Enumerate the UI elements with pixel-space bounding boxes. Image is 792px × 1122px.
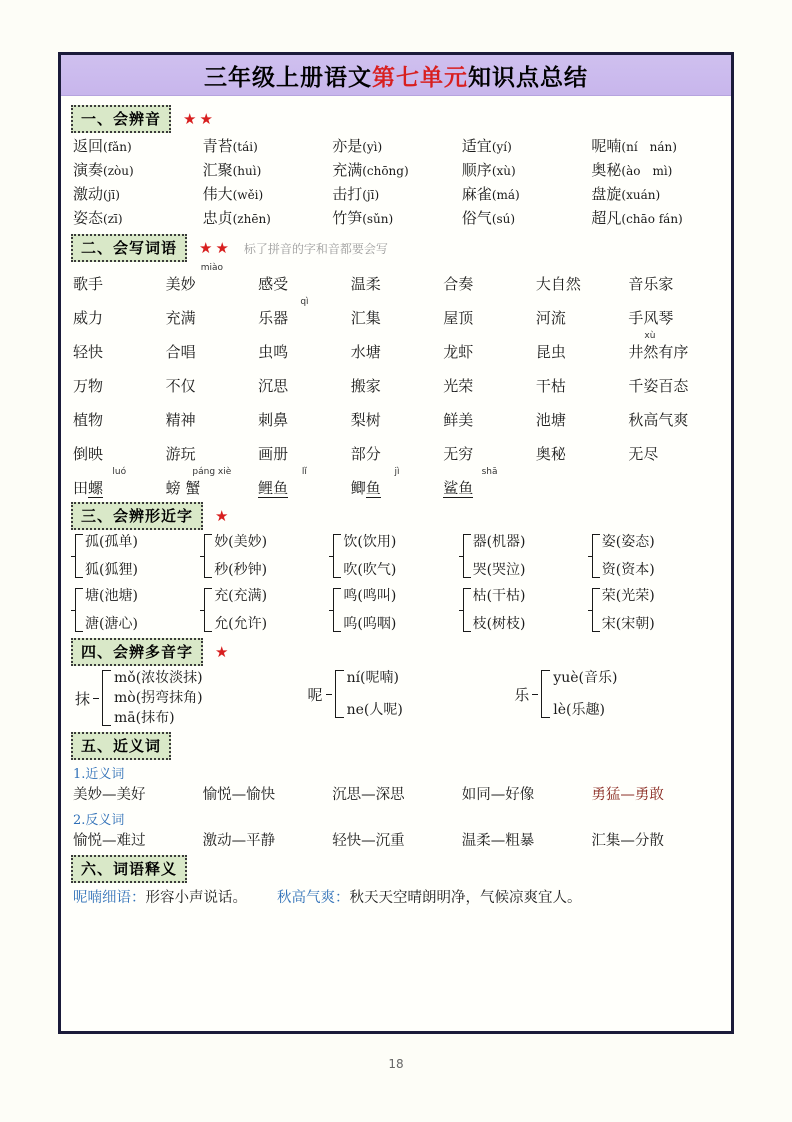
brace-icon bbox=[463, 588, 471, 632]
word: 轻快 bbox=[73, 343, 104, 361]
section-header-2 bbox=[71, 234, 721, 262]
pair-bottom: 枝(树枝) bbox=[472, 616, 526, 632]
definition-entry bbox=[277, 886, 582, 907]
word: 激动 bbox=[73, 185, 104, 203]
writing-word bbox=[258, 298, 351, 328]
word: 秋高气爽 bbox=[628, 411, 689, 429]
word: 击打 bbox=[332, 185, 363, 203]
word: 温柔 bbox=[350, 275, 381, 293]
worksheet-page bbox=[58, 52, 734, 1034]
word: 乐器 bbox=[258, 309, 289, 327]
pair-bottom: 秒(秒钟) bbox=[214, 562, 268, 578]
writing-word bbox=[443, 366, 536, 396]
reading: ne(人呢) bbox=[346, 702, 403, 718]
pinyin: (jī) bbox=[103, 188, 120, 202]
word: 井然有序 bbox=[628, 343, 689, 361]
writing-word bbox=[258, 332, 351, 362]
pronunciation-item bbox=[462, 183, 592, 204]
connector-line bbox=[532, 694, 538, 695]
brace-icon bbox=[204, 588, 212, 632]
definitions-row bbox=[73, 886, 721, 907]
pinyin: (zhēn) bbox=[232, 212, 271, 226]
writing-word bbox=[73, 400, 166, 430]
writing-word bbox=[351, 298, 444, 328]
polyphonic-entry bbox=[514, 670, 721, 718]
polyphonic-entry bbox=[75, 670, 308, 726]
pair-bottom: 吹(吹气) bbox=[343, 562, 397, 578]
pronunciation-item bbox=[73, 135, 203, 156]
word-pair: 沉思—深思 bbox=[332, 787, 405, 803]
brace-icon bbox=[204, 534, 212, 578]
writing-word bbox=[536, 400, 629, 430]
word-pair: 愉悦—愉快 bbox=[202, 787, 276, 803]
word: 奥秘 bbox=[591, 161, 622, 179]
word-pair: 勇猛—勇敢 bbox=[591, 787, 664, 803]
word: 青苔 bbox=[202, 137, 233, 155]
word: 鲨鱼 bbox=[443, 479, 474, 497]
pronunciation-item bbox=[591, 159, 721, 180]
word: 龙虾 bbox=[443, 343, 474, 361]
pinyin: (tái) bbox=[232, 140, 258, 154]
word-pair: 愉悦—难过 bbox=[73, 833, 146, 849]
word: 螃 蟹 bbox=[165, 479, 201, 497]
ruby-pinyin: xù bbox=[644, 331, 656, 341]
pinyin: (xuán) bbox=[621, 188, 661, 202]
pair-bottom: 宋(宋朝) bbox=[601, 616, 655, 632]
difficulty-stars-2: ★★ bbox=[199, 239, 232, 257]
character-pair bbox=[463, 588, 592, 632]
writing-word bbox=[258, 264, 351, 294]
polyphonic-characters-group bbox=[75, 670, 721, 726]
writing-word bbox=[73, 298, 166, 328]
pronunciation-item bbox=[591, 207, 721, 228]
reading: yuè(音乐) bbox=[553, 670, 618, 686]
pinyin: (ào mì) bbox=[621, 164, 673, 178]
difficulty-stars-1: ★★ bbox=[183, 110, 216, 128]
writing-word bbox=[166, 468, 259, 498]
word: 顺序 bbox=[461, 161, 492, 179]
character-pair bbox=[204, 588, 333, 632]
ruby-pinyin: lǐ bbox=[301, 467, 307, 477]
polyphonic-character: 抹 bbox=[75, 689, 91, 708]
pinyin: (sú) bbox=[491, 212, 516, 226]
page-number: 18 bbox=[388, 1057, 404, 1071]
pair-top: 枯(干枯) bbox=[472, 588, 526, 604]
word: 不仅 bbox=[165, 377, 196, 395]
pinyin: (fǎn) bbox=[103, 140, 132, 154]
word: 演奏 bbox=[73, 161, 104, 179]
word: 感受 bbox=[258, 275, 289, 293]
pinyin: (yì) bbox=[362, 140, 383, 154]
writing-word bbox=[628, 434, 721, 464]
word: 美妙 bbox=[165, 275, 196, 293]
polyphonic-character: 乐 bbox=[514, 685, 530, 704]
character-pair bbox=[75, 588, 204, 632]
antonyms-label: 2.反义词 bbox=[73, 813, 125, 828]
character-pair bbox=[592, 534, 721, 578]
word: 虫鸣 bbox=[258, 343, 289, 361]
writing-word bbox=[73, 468, 166, 498]
writing-word bbox=[258, 434, 351, 464]
pair-top: 荣(光荣) bbox=[601, 588, 655, 604]
reading: mò(拐弯抹角) bbox=[114, 690, 203, 706]
title-banner bbox=[61, 55, 731, 96]
section-header-5 bbox=[71, 732, 721, 760]
writing-word bbox=[628, 366, 721, 396]
writing-word bbox=[258, 400, 351, 430]
brace-icon bbox=[75, 534, 83, 578]
word: 屋顶 bbox=[443, 309, 474, 327]
word-pair: 如同—好像 bbox=[461, 787, 535, 803]
writing-words-grid bbox=[73, 264, 721, 498]
word: 奥秘 bbox=[535, 445, 566, 463]
reading: mā(抹布) bbox=[114, 710, 175, 726]
word: 沉思 bbox=[258, 377, 289, 395]
word: 伟大 bbox=[202, 185, 233, 203]
word: 威力 bbox=[73, 309, 104, 327]
character-pair bbox=[592, 588, 721, 632]
difficulty-stars-4: ★ bbox=[215, 643, 232, 661]
writing-word bbox=[73, 264, 166, 294]
writing-word bbox=[351, 264, 444, 294]
word: 光荣 bbox=[443, 377, 474, 395]
brace-icon bbox=[592, 534, 600, 578]
writing-word bbox=[166, 264, 259, 294]
word: 搬家 bbox=[350, 377, 381, 395]
ruby-pinyin: miào bbox=[200, 263, 223, 273]
pinyin: (ní nán) bbox=[621, 140, 677, 154]
writing-word bbox=[628, 468, 721, 498]
word: 盘旋 bbox=[591, 185, 622, 203]
word: 万物 bbox=[73, 377, 104, 395]
pinyin: (chōng) bbox=[362, 164, 409, 178]
pronunciation-item bbox=[462, 159, 592, 180]
definition-term: 呢喃细语： bbox=[73, 890, 146, 906]
definition-text: 形容小声说话。 bbox=[145, 890, 247, 906]
definition-entry bbox=[73, 886, 247, 907]
writing-word bbox=[73, 366, 166, 396]
word: 麻雀 bbox=[461, 185, 492, 203]
pronunciation-grid bbox=[73, 135, 721, 228]
word: 部分 bbox=[350, 445, 381, 463]
pair-top: 鸣(鸣叫) bbox=[343, 588, 397, 604]
pronunciation-item bbox=[332, 135, 462, 156]
writing-word bbox=[166, 434, 259, 464]
pair-bottom: 允(允许) bbox=[214, 616, 268, 632]
brace-icon bbox=[333, 534, 341, 578]
difficulty-stars-3: ★ bbox=[215, 507, 232, 525]
word: 亦是 bbox=[332, 137, 363, 155]
writing-word bbox=[443, 298, 536, 328]
writing-word bbox=[536, 468, 629, 498]
writing-word bbox=[351, 468, 444, 498]
ruby-pinyin: qì bbox=[300, 297, 309, 307]
word: 大自然 bbox=[535, 275, 581, 293]
writing-word bbox=[258, 366, 351, 396]
pair-bottom: 呜(呜咽) bbox=[343, 616, 397, 632]
pinyin: (yí) bbox=[491, 140, 512, 154]
pronunciation-item bbox=[591, 183, 721, 204]
word: 返回 bbox=[73, 137, 104, 155]
pronunciation-item bbox=[73, 159, 203, 180]
character-pair bbox=[463, 534, 592, 578]
pronunciation-item bbox=[332, 159, 462, 180]
writing-word bbox=[351, 332, 444, 362]
pronunciation-item bbox=[73, 183, 203, 204]
section-badge-2: 二、会写词语 bbox=[71, 234, 187, 262]
writing-word bbox=[536, 366, 629, 396]
pair-top: 姿(姿态) bbox=[601, 534, 655, 550]
word-pair: 激动—平静 bbox=[202, 833, 276, 849]
word: 超凡 bbox=[591, 209, 622, 227]
synonyms-label: 1.近义词 bbox=[73, 767, 125, 782]
polyphonic-character: 呢 bbox=[307, 685, 323, 704]
writing-word bbox=[443, 400, 536, 430]
word: 田螺 bbox=[73, 479, 104, 497]
word-pair: 温柔—粗暴 bbox=[461, 833, 535, 849]
connector-line bbox=[93, 698, 99, 699]
writing-word bbox=[628, 298, 721, 328]
word: 无穷 bbox=[443, 445, 474, 463]
pronunciation-item bbox=[203, 183, 333, 204]
writing-word bbox=[536, 298, 629, 328]
pronunciation-item bbox=[203, 159, 333, 180]
writing-word bbox=[443, 468, 536, 498]
character-pair bbox=[333, 534, 462, 578]
writing-word bbox=[536, 264, 629, 294]
word: 鲤鱼 bbox=[258, 479, 289, 497]
word: 手风琴 bbox=[628, 309, 674, 327]
writing-word bbox=[166, 366, 259, 396]
writing-word bbox=[73, 332, 166, 362]
ruby-pinyin: páng xiè bbox=[192, 467, 232, 477]
word: 千姿百态 bbox=[628, 377, 689, 395]
word: 汇集 bbox=[350, 309, 381, 327]
writing-word bbox=[628, 264, 721, 294]
word: 画册 bbox=[258, 445, 289, 463]
pronunciation-item bbox=[591, 135, 721, 156]
pair-bottom: 狐(狐狸) bbox=[85, 562, 138, 578]
brace-icon bbox=[541, 670, 550, 718]
writing-word bbox=[351, 366, 444, 396]
word: 忠贞 bbox=[202, 209, 233, 227]
section-header-4 bbox=[71, 638, 721, 666]
writing-word bbox=[166, 298, 259, 328]
pair-top: 充(充满) bbox=[214, 588, 268, 604]
section-note-2: 标了拼音的字和音都要会写 bbox=[243, 241, 388, 256]
writing-word bbox=[73, 434, 166, 464]
antonyms-row bbox=[73, 829, 721, 850]
pronunciation-item bbox=[332, 183, 462, 204]
writing-word bbox=[351, 434, 444, 464]
writing-word bbox=[628, 400, 721, 430]
page-title: 三年级上册语文第七单元知识点总结 bbox=[204, 63, 588, 91]
word: 竹笋 bbox=[332, 209, 363, 227]
word: 昆虫 bbox=[535, 343, 566, 361]
word: 河流 bbox=[535, 309, 566, 327]
word: 充满 bbox=[165, 309, 196, 327]
word: 音乐家 bbox=[628, 275, 674, 293]
writing-word bbox=[351, 400, 444, 430]
pronunciation-item bbox=[203, 207, 333, 228]
pinyin: (má) bbox=[491, 188, 520, 202]
brace-icon bbox=[335, 670, 344, 718]
character-pair bbox=[75, 534, 204, 578]
brace-icon bbox=[102, 670, 111, 726]
reading: mǒ(浓妆淡抹) bbox=[114, 670, 203, 686]
reading: ní(呢喃) bbox=[346, 670, 399, 686]
word: 汇聚 bbox=[202, 161, 233, 179]
word: 俗气 bbox=[461, 209, 492, 227]
word: 合唱 bbox=[165, 343, 196, 361]
reading: lè(乐趣) bbox=[553, 702, 605, 718]
writing-word bbox=[628, 332, 721, 362]
pinyin: (zòu) bbox=[103, 164, 134, 178]
pair-bottom: 溏(溏心) bbox=[85, 616, 138, 632]
similar-characters-grid bbox=[75, 534, 721, 632]
pinyin: (jī) bbox=[362, 188, 380, 202]
pronunciation-item bbox=[203, 135, 333, 156]
pinyin: (xù) bbox=[491, 164, 516, 178]
section-header-6 bbox=[71, 855, 721, 883]
ruby-pinyin: shā bbox=[481, 467, 498, 477]
writing-word bbox=[166, 400, 259, 430]
word: 适宜 bbox=[461, 137, 492, 155]
brace-icon bbox=[333, 588, 341, 632]
word-pair: 美妙—美好 bbox=[73, 787, 146, 803]
word-pair: 轻快—沉重 bbox=[332, 833, 405, 849]
word: 游玩 bbox=[165, 445, 196, 463]
pinyin: (zī) bbox=[103, 212, 123, 226]
word: 池塘 bbox=[535, 411, 566, 429]
word: 干枯 bbox=[535, 377, 566, 395]
pair-top: 妙(美妙) bbox=[214, 534, 268, 550]
pair-top: 孤(孤单) bbox=[85, 534, 138, 550]
definition-term: 秋高气爽： bbox=[277, 890, 350, 906]
word: 植物 bbox=[73, 411, 104, 429]
word: 合奏 bbox=[443, 275, 474, 293]
word: 呢喃 bbox=[591, 137, 622, 155]
section-badge-1: 一、会辨音 bbox=[71, 105, 171, 133]
brace-icon bbox=[75, 588, 83, 632]
definition-text: 秋天天空晴朗明净，气候凉爽宜人。 bbox=[349, 890, 582, 906]
polyphonic-entry bbox=[308, 670, 515, 718]
pinyin: (huì) bbox=[232, 164, 262, 178]
word: 鲜美 bbox=[443, 411, 474, 429]
pinyin: (sǔn) bbox=[362, 212, 394, 226]
pronunciation-item bbox=[462, 135, 592, 156]
word: 无尽 bbox=[628, 445, 659, 463]
pair-top: 饮(饮用) bbox=[343, 534, 397, 550]
writing-word bbox=[166, 332, 259, 362]
writing-word bbox=[258, 468, 351, 498]
writing-word bbox=[443, 434, 536, 464]
pronunciation-item bbox=[73, 207, 203, 228]
word: 水塘 bbox=[350, 343, 381, 361]
word: 精神 bbox=[165, 411, 196, 429]
word: 充满 bbox=[332, 161, 363, 179]
pinyin: (chāo fán) bbox=[621, 212, 683, 226]
section-badge-5: 五、近义词 bbox=[71, 732, 171, 760]
section-badge-4: 四、会辨多音字 bbox=[71, 638, 203, 666]
brace-icon bbox=[463, 534, 471, 578]
writing-word bbox=[443, 332, 536, 362]
character-pair bbox=[204, 534, 333, 578]
word: 刺鼻 bbox=[258, 411, 289, 429]
title-prefix: 三年级上册语文 bbox=[204, 63, 372, 91]
word: 姿态 bbox=[73, 209, 104, 227]
word: 梨树 bbox=[350, 411, 381, 429]
writing-word bbox=[536, 434, 629, 464]
word: 倒映 bbox=[73, 445, 104, 463]
section-header-3 bbox=[71, 502, 721, 530]
section-badge-6: 六、词语释义 bbox=[71, 855, 187, 883]
ruby-pinyin: luó bbox=[112, 467, 127, 477]
pair-bottom: 资(资本) bbox=[601, 562, 655, 578]
writing-word bbox=[443, 264, 536, 294]
character-pair bbox=[333, 588, 462, 632]
pair-top: 器(机器) bbox=[472, 534, 526, 550]
pronunciation-item bbox=[462, 207, 592, 228]
ruby-pinyin: jì bbox=[394, 467, 400, 477]
pair-bottom: 哭(哭泣) bbox=[472, 562, 526, 578]
word-pair: 汇集—分散 bbox=[591, 833, 664, 849]
pinyin: (wěi) bbox=[232, 188, 264, 202]
brace-icon bbox=[592, 588, 600, 632]
word: 歌手 bbox=[73, 275, 104, 293]
connector-line bbox=[326, 694, 332, 695]
section-header-1 bbox=[71, 105, 721, 133]
word: 鲫鱼 bbox=[350, 479, 381, 497]
pair-top: 塘(池塘) bbox=[85, 588, 138, 604]
pronunciation-item bbox=[332, 207, 462, 228]
section-badge-3: 三、会辨形近字 bbox=[71, 502, 203, 530]
writing-word bbox=[536, 332, 629, 362]
synonyms-row bbox=[73, 783, 721, 804]
